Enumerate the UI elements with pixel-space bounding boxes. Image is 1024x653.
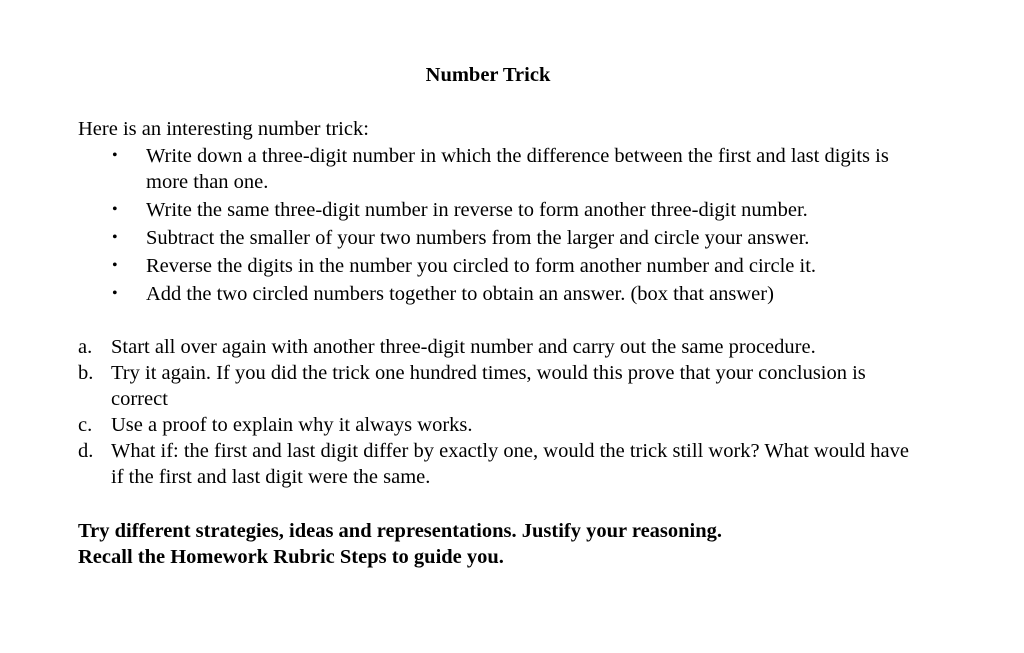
intro-text: Here is an interesting number trick: [78,118,369,140]
step-text: Write down a three-digit number in which the difference between the first and last digits is more than one. [146,145,889,193]
step-item [0,225,916,251]
bullet-icon: • [112,229,118,246]
bullet-icon: • [112,257,118,274]
step-item [0,143,916,195]
footer-instructions [78,518,722,570]
step-item [0,281,916,307]
question-letter: b. [78,362,94,384]
question-item [0,412,911,438]
footer-line-1: Try different strategies, ideas and representations. Justify your reasoning. [78,520,723,542]
question-letter: a. [78,336,93,358]
question-text: Try it again. If you did the trick one hundred times, would this prove that your conclusion is correct [111,362,866,410]
question-letter: d. [78,440,94,462]
question-text: What if: the first and last digit differ by exactly one, would the trick still work? What would have if the first and last digit were the same. [111,440,909,488]
step-item [0,197,916,223]
bullet-icon: • [112,147,118,164]
footer-line-2: Recall the Homework Rubric Steps to guide you. [78,546,504,568]
step-text: Write the same three-digit number in reverse to form another three-digit number. [146,199,808,221]
step-item [0,253,916,279]
question-item [0,334,911,360]
question-item [0,360,911,412]
bullet-icon: • [112,201,118,218]
page-title: Number Trick [425,64,551,86]
step-text: Reverse the digits in the number you circled to form another number and circle it. [146,255,817,277]
step-text: Subtract the smaller of your two numbers from the larger and circle your answer. [146,227,810,249]
steps-list [0,143,916,307]
step-text: Add the two circled numbers together to obtain an answer. (box that answer) [146,283,774,305]
question-text: Use a proof to explain why it always works. [111,414,473,436]
question-item [0,438,911,490]
question-text: Start all over again with another three-digit number and carry out the same procedure. [111,336,816,358]
question-letter: c. [78,414,93,436]
bullet-icon: • [112,285,118,302]
questions-list [0,334,911,490]
